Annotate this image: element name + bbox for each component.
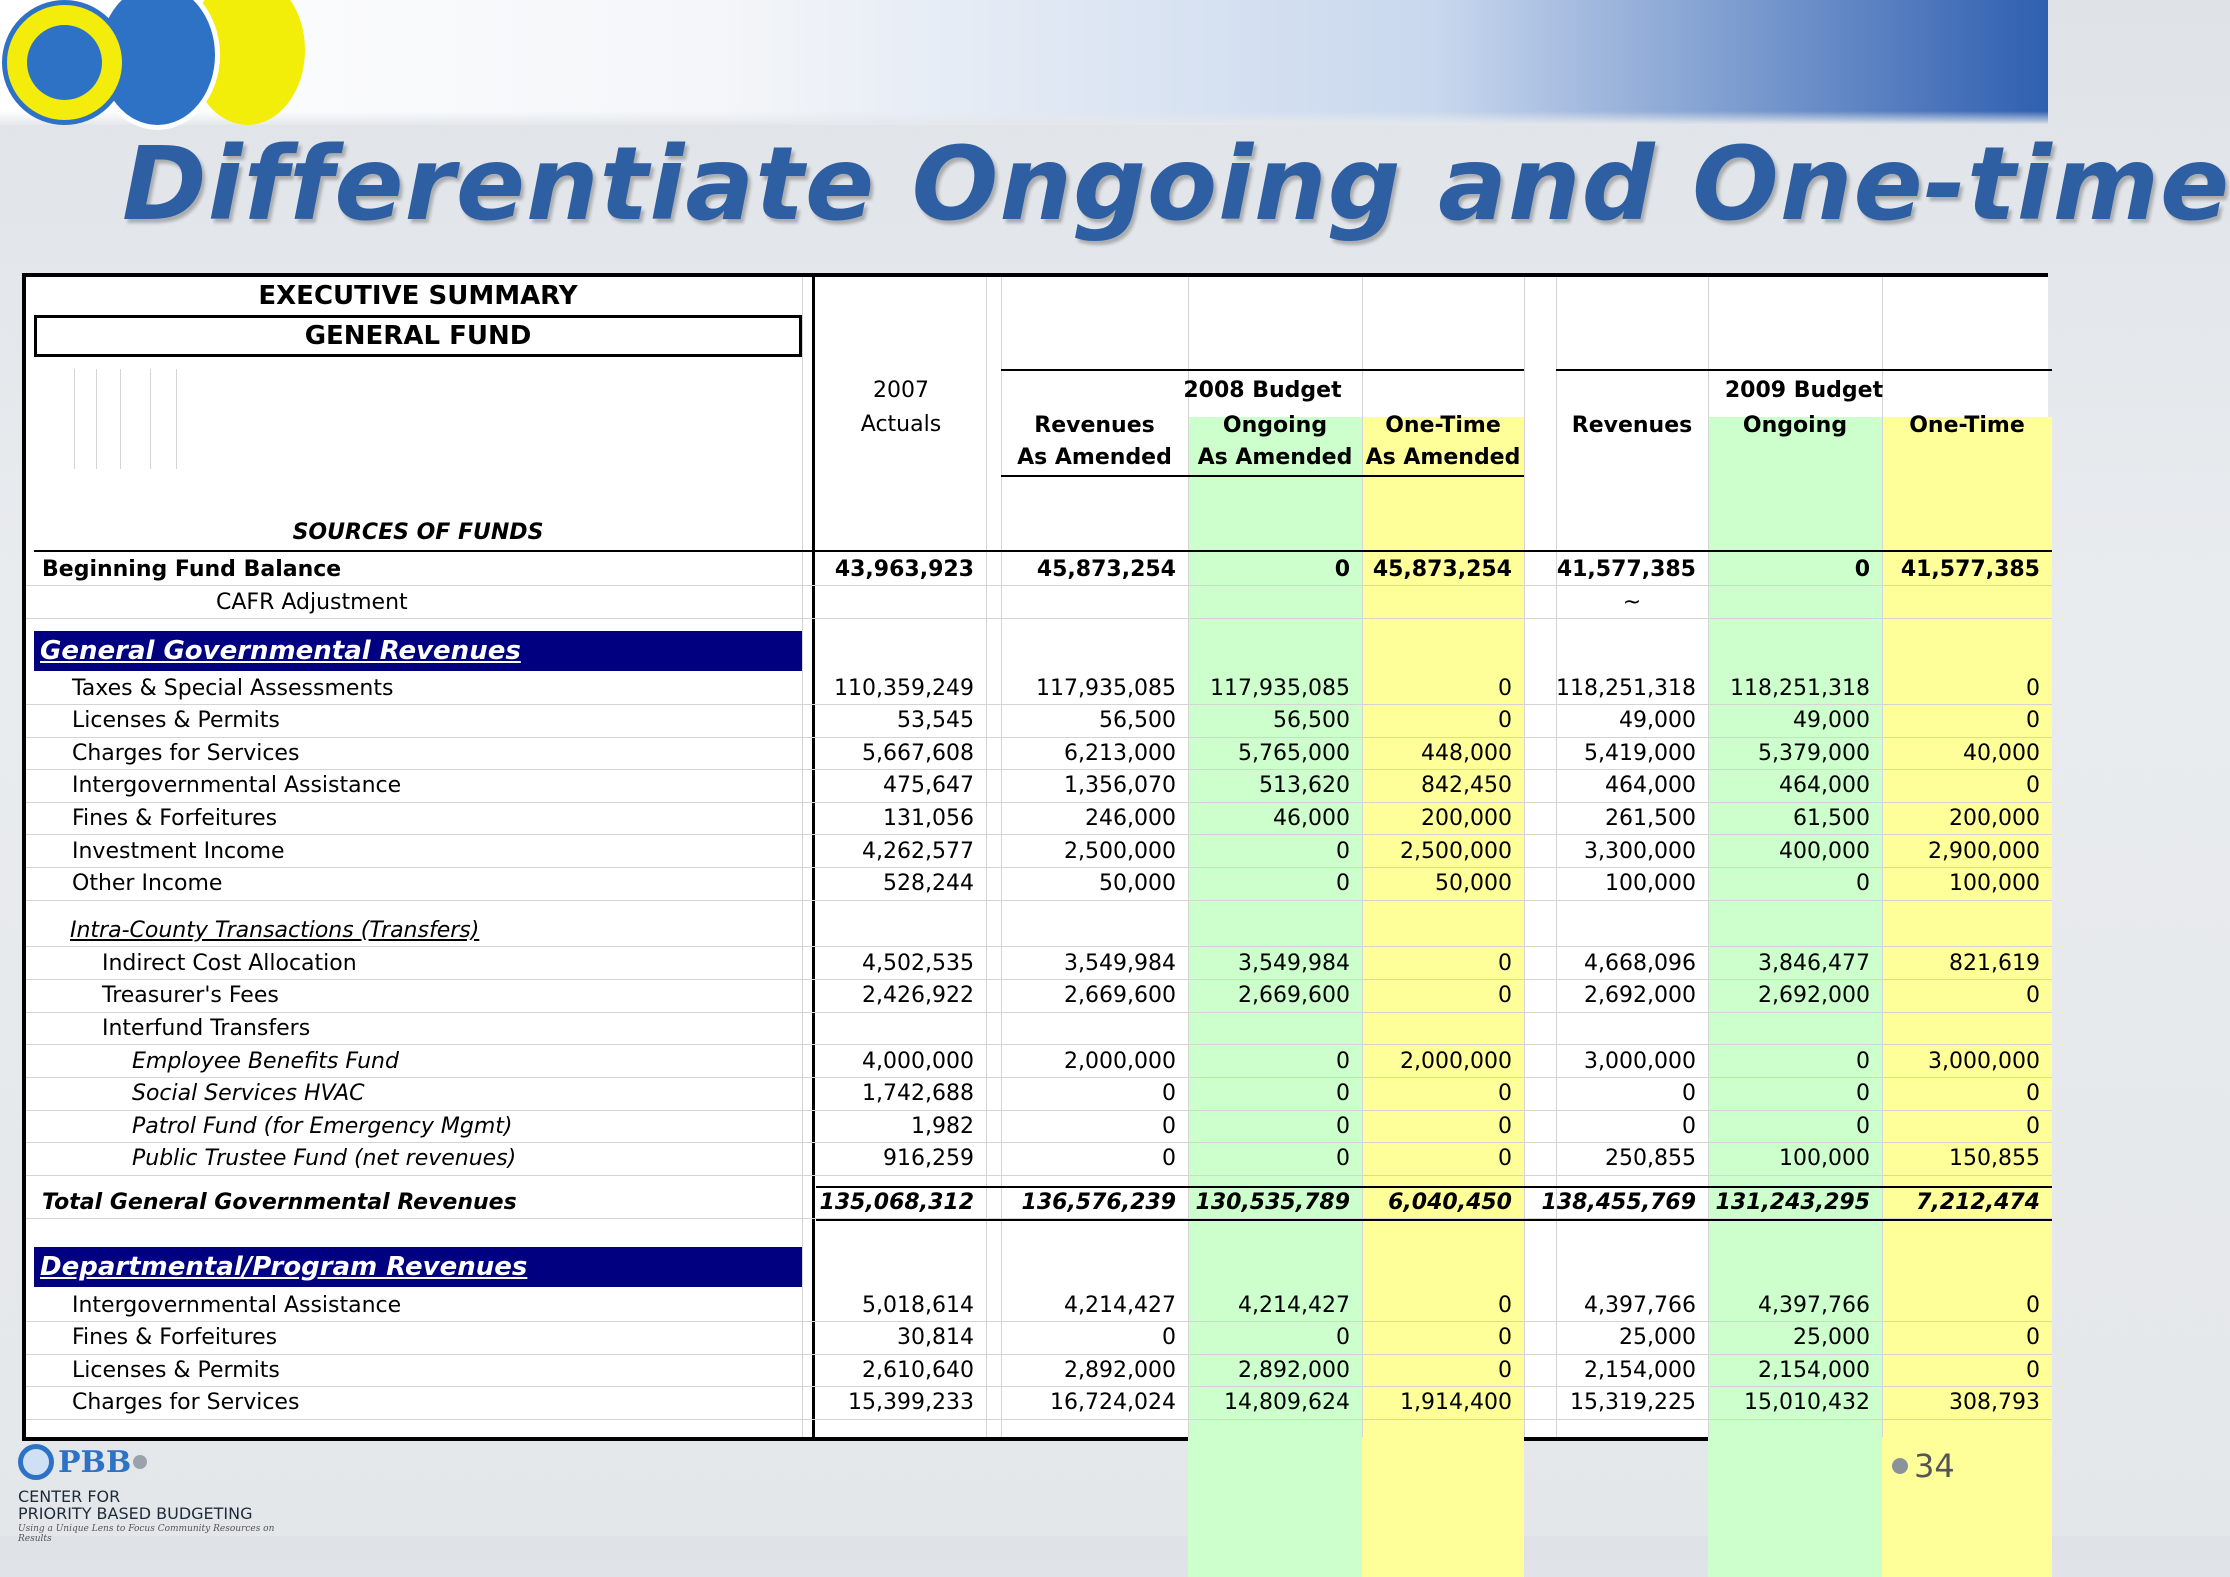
row-value: 0 xyxy=(2026,773,2040,799)
row-value: 117,935,085 xyxy=(1210,675,1350,701)
table-row xyxy=(26,1045,2052,1078)
row-value: 2,154,000 xyxy=(1758,1357,1870,1383)
pbb-name-line2: PRIORITY BASED BUDGETING xyxy=(18,1504,253,1523)
section-departmental-revenues: Departmental/Program Revenues xyxy=(34,1247,802,1287)
row-value: 3,549,984 xyxy=(1238,950,1350,976)
row-label: Licenses & Permits xyxy=(72,1357,280,1383)
row-value: 200,000 xyxy=(1949,805,2040,831)
row-value: 2,692,000 xyxy=(1758,983,1870,1009)
col-2008-revenues: Revenues xyxy=(1034,412,1155,438)
row-value: 0 xyxy=(1336,1146,1350,1172)
row-value: 0 xyxy=(1336,838,1350,864)
row-value: 117,935,085 xyxy=(1036,675,1176,701)
row-value: 3,000,000 xyxy=(1584,1048,1696,1074)
row-value: 0 xyxy=(1162,1113,1176,1139)
row-value: 1,982 xyxy=(911,1113,974,1139)
row-value: 0 xyxy=(1856,1113,1870,1139)
total-border-line xyxy=(816,1186,2052,1188)
row-label: Treasurer's Fees xyxy=(102,983,279,1009)
row-value: 3,846,477 xyxy=(1758,950,1870,976)
table-row xyxy=(26,868,2052,901)
row-value: 2,892,000 xyxy=(1238,1357,1350,1383)
row-label: CAFR Adjustment xyxy=(216,589,408,615)
row-value: 0 xyxy=(1336,1081,1350,1107)
row-value: 30,814 xyxy=(897,1325,974,1351)
magnifier-logo-icon xyxy=(2,0,127,125)
row-value: 4,397,766 xyxy=(1584,1292,1696,1318)
row-value: 464,000 xyxy=(1779,773,1870,799)
row-value: 4,262,577 xyxy=(862,838,974,864)
row-value: 1,742,688 xyxy=(862,1081,974,1107)
row-label: Social Services HVAC xyxy=(132,1081,365,1107)
row-value: 0 xyxy=(1856,1081,1870,1107)
row-value: 2,154,000 xyxy=(1584,1357,1696,1383)
row-value: 0 xyxy=(1498,675,1512,701)
row-value: 6,040,450 xyxy=(1388,1189,1512,1215)
row-value: 0 xyxy=(1856,1048,1870,1074)
row-value: 45,873,254 xyxy=(1036,556,1176,582)
row-value: 49,000 xyxy=(1619,708,1696,734)
row-value: 15,010,432 xyxy=(1744,1390,1870,1416)
table-row xyxy=(26,770,2052,803)
row-value: 25,000 xyxy=(1793,1325,1870,1351)
row-value: 14,809,624 xyxy=(1224,1390,1350,1416)
intra-county-heading-row xyxy=(26,914,2052,947)
row-value: 5,379,000 xyxy=(1758,740,1870,766)
pbb-tagline: Using a Unique Lens to Focus Community Resources on Results xyxy=(18,1524,275,1544)
col-2008-ongoing: Ongoing xyxy=(1222,412,1328,438)
row-value: 4,397,766 xyxy=(1758,1292,1870,1318)
row-value: 842,450 xyxy=(1421,773,1512,799)
row-value: 0 xyxy=(1162,1081,1176,1107)
row-value: 41,577,385 xyxy=(1556,556,1696,582)
row-value: 5,667,608 xyxy=(862,740,974,766)
row-value: 136,576,239 xyxy=(1021,1189,1176,1215)
row-value: 2,426,922 xyxy=(862,983,974,1009)
intra-county-heading: Intra-County Transactions (Transfers) xyxy=(70,917,480,943)
row-value: 138,455,769 xyxy=(1541,1189,1696,1215)
row-label: Patrol Fund (for Emergency Mgmt) xyxy=(132,1113,513,1139)
row-value: 200,000 xyxy=(1421,805,1512,831)
row-value: 3,000,000 xyxy=(1928,1048,2040,1074)
row-value: 2,500,000 xyxy=(1064,838,1176,864)
row-label: Intergovernmental Assistance xyxy=(72,773,402,799)
row-value: 1,356,070 xyxy=(1064,773,1176,799)
row-value: 110,359,249 xyxy=(834,675,974,701)
row-label: Intergovernmental Assistance xyxy=(72,1292,402,1318)
row-value: 2,000,000 xyxy=(1400,1048,1512,1074)
row-value: 448,000 xyxy=(1421,740,1512,766)
row-value: 56,500 xyxy=(1273,708,1350,734)
row-value: 246,000 xyxy=(1085,805,1176,831)
row-value: 50,000 xyxy=(1099,871,1176,897)
row-value: 5,018,614 xyxy=(862,1292,974,1318)
row-value: 15,399,233 xyxy=(848,1390,974,1416)
row-value: 308,793 xyxy=(1949,1390,2040,1416)
row-value: 0 xyxy=(1498,1292,1512,1318)
row-value: 50,000 xyxy=(1435,871,1512,897)
table-row xyxy=(26,1143,2052,1176)
row-value: 821,619 xyxy=(1949,950,2040,976)
row-value: 2,692,000 xyxy=(1584,983,1696,1009)
slide-title: Differentiate Ongoing and One-time xyxy=(122,125,2230,244)
row-value: 135,068,312 xyxy=(819,1189,974,1215)
row-value: 250,855 xyxy=(1605,1146,1696,1172)
cafr-row xyxy=(26,586,2052,619)
row-label: Licenses & Permits xyxy=(72,708,280,734)
row-value: 0 xyxy=(1854,556,1870,582)
row-label: Beginning Fund Balance xyxy=(42,556,342,582)
row-value: 0 xyxy=(2026,1081,2040,1107)
row-value: 2,900,000 xyxy=(1928,838,2040,864)
row-value: 15,319,225 xyxy=(1570,1390,1696,1416)
row-value: 0 xyxy=(2026,675,2040,701)
row-value: 130,535,789 xyxy=(1195,1189,1350,1215)
row-value: 49,000 xyxy=(1793,708,1870,734)
row-value: 61,500 xyxy=(1793,805,1870,831)
row-value: 43,963,923 xyxy=(834,556,974,582)
row-value: 5,419,000 xyxy=(1584,740,1696,766)
row-value: 1,914,400 xyxy=(1400,1390,1512,1416)
row-label: Taxes & Special Assessments xyxy=(72,675,394,701)
row-value: 0 xyxy=(1498,983,1512,1009)
budget-2008-heading: 2008 Budget xyxy=(1183,377,1342,403)
spreadsheet xyxy=(22,273,2048,1441)
row-value: 0 xyxy=(2026,1357,2040,1383)
col-2008-onetime-amended: As Amended xyxy=(1365,444,1521,470)
row-label: Employee Benefits Fund xyxy=(132,1048,399,1074)
row-value: 0 xyxy=(1498,1113,1512,1139)
row-value: 2,500,000 xyxy=(1400,838,1512,864)
table-row xyxy=(26,705,2052,738)
row-value: 4,668,096 xyxy=(1584,950,1696,976)
row-label: Other Income xyxy=(72,871,223,897)
table-row xyxy=(26,1289,2052,1322)
table-row xyxy=(26,947,2052,980)
table-row xyxy=(26,1078,2052,1111)
pbb-circle-icon xyxy=(18,1444,54,1480)
row-value: 0 xyxy=(2026,708,2040,734)
row-value: 0 xyxy=(1498,1325,1512,1351)
row-value: 2,669,600 xyxy=(1238,983,1350,1009)
row-value: 2,892,000 xyxy=(1064,1357,1176,1383)
row-value: 0 xyxy=(1682,1081,1696,1107)
row-value: 25,000 xyxy=(1619,1325,1696,1351)
pbb-logo xyxy=(18,1442,298,1544)
row-value: 0 xyxy=(1856,871,1870,897)
row-value: 7,212,474 xyxy=(1916,1189,2040,1215)
row-value: 40,000 xyxy=(1963,740,2040,766)
row-value: 0 xyxy=(1498,1357,1512,1383)
row-value: 0 xyxy=(1162,1325,1176,1351)
row-value: 53,545 xyxy=(897,708,974,734)
row-value: 0 xyxy=(1336,1325,1350,1351)
row-label: Fines & Forfeitures xyxy=(72,1325,278,1351)
col-2009-revenues: Revenues xyxy=(1571,412,1693,438)
bullet-dot-icon xyxy=(1892,1458,1908,1474)
row-value: 916,259 xyxy=(883,1146,974,1172)
row-value: 0 xyxy=(1682,1113,1696,1139)
row-value: 528,244 xyxy=(883,871,974,897)
row-value: 131,056 xyxy=(883,805,974,831)
cafr-mark: ~ xyxy=(1622,589,1642,615)
row-value: 261,500 xyxy=(1605,805,1696,831)
table-row xyxy=(26,1110,2052,1143)
row-value: 4,214,427 xyxy=(1064,1292,1176,1318)
row-value: 0 xyxy=(1162,1146,1176,1172)
table-row xyxy=(26,802,2052,835)
row-value: 0 xyxy=(2026,1325,2040,1351)
row-label: Fines & Forfeitures xyxy=(72,805,278,831)
col-2009-ongoing: Ongoing xyxy=(1742,412,1848,438)
table-row xyxy=(26,1387,2052,1420)
table-row xyxy=(26,672,2052,705)
row-value: 4,000,000 xyxy=(862,1048,974,1074)
col-2007-year: 2007 xyxy=(873,377,929,403)
row-label: Indirect Cost Allocation xyxy=(102,950,357,976)
row-value: 2,000,000 xyxy=(1064,1048,1176,1074)
row-value: 400,000 xyxy=(1779,838,1870,864)
row-value: 131,243,295 xyxy=(1715,1189,1870,1215)
row-value: 6,213,000 xyxy=(1064,740,1176,766)
row-value: 118,251,318 xyxy=(1730,675,1870,701)
table-row xyxy=(26,1322,2052,1355)
row-value: 0 xyxy=(1498,950,1512,976)
col-2008-onetime: One-Time xyxy=(1385,412,1501,438)
row-value: 4,502,535 xyxy=(862,950,974,976)
page-number-text: 34 xyxy=(1914,1447,1955,1485)
row-value: 46,000 xyxy=(1273,805,1350,831)
row-value: 513,620 xyxy=(1259,773,1350,799)
general-fund-heading: GENERAL FUND xyxy=(34,315,802,357)
dot-icon xyxy=(133,1455,147,1469)
row-value: 0 xyxy=(2026,983,2040,1009)
row-label: Investment Income xyxy=(72,838,285,864)
total-border-line xyxy=(816,1219,2052,1221)
section-general-revenues: General Governmental Revenues xyxy=(34,631,802,671)
col-2008-revenues-amended: As Amended xyxy=(1017,444,1172,470)
row-value: 3,549,984 xyxy=(1064,950,1176,976)
beginning-balance-row xyxy=(26,553,2052,586)
row-value: 475,647 xyxy=(883,773,974,799)
col-2009-onetime: One-Time xyxy=(1909,412,2025,438)
page-number xyxy=(1892,1446,2032,1486)
corner-logo xyxy=(0,0,310,135)
row-value: 0 xyxy=(1334,556,1350,582)
row-value: 2,610,640 xyxy=(862,1357,974,1383)
row-value: 0 xyxy=(1498,1081,1512,1107)
row-value: 0 xyxy=(1336,871,1350,897)
row-value: 0 xyxy=(1498,1146,1512,1172)
row-value: 41,577,385 xyxy=(1900,556,2040,582)
row-value: 0 xyxy=(2026,1292,2040,1318)
table-row xyxy=(26,1354,2052,1387)
col-2008-ongoing-amended: As Amended xyxy=(1197,444,1353,470)
row-value: 5,765,000 xyxy=(1238,740,1350,766)
row-value: 4,214,427 xyxy=(1238,1292,1350,1318)
row-label: Total General Governmental Revenues xyxy=(42,1189,517,1215)
row-value: 2,669,600 xyxy=(1064,983,1176,1009)
interfund-heading-row xyxy=(26,1012,2052,1045)
row-value: 0 xyxy=(1336,1113,1350,1139)
col-2007-actuals: Actuals xyxy=(860,411,942,437)
table-row xyxy=(26,980,2052,1013)
row-value: 56,500 xyxy=(1099,708,1176,734)
exec-summary-heading: EXECUTIVE SUMMARY xyxy=(258,281,578,311)
pbb-name-line1: CENTER FOR xyxy=(18,1487,121,1506)
row-value: 100,000 xyxy=(1605,871,1696,897)
row-value: 16,724,024 xyxy=(1050,1390,1176,1416)
row-value: 3,300,000 xyxy=(1584,838,1696,864)
row-value: 464,000 xyxy=(1605,773,1696,799)
interfund-heading: Interfund Transfers xyxy=(102,1015,311,1041)
row-value: 0 xyxy=(1498,708,1512,734)
pbb-short-name: PBB xyxy=(58,1444,132,1480)
row-label: Public Trustee Fund (net revenues) xyxy=(132,1146,517,1172)
sources-of-funds-heading: SOURCES OF FUNDS xyxy=(292,519,544,545)
row-label: Charges for Services xyxy=(72,740,300,766)
row-label: Charges for Services xyxy=(72,1390,300,1416)
total-general-row xyxy=(26,1186,2052,1219)
row-value: 100,000 xyxy=(1949,871,2040,897)
row-value: 0 xyxy=(2026,1113,2040,1139)
row-value: 118,251,318 xyxy=(1556,675,1696,701)
row-value: 45,873,254 xyxy=(1372,556,1512,582)
row-value: 150,855 xyxy=(1949,1146,2040,1172)
budget-2009-heading: 2009 Budget xyxy=(1724,377,1884,403)
row-value: 100,000 xyxy=(1779,1146,1870,1172)
row-value: 0 xyxy=(1336,1048,1350,1074)
table-row xyxy=(26,737,2052,770)
table-row xyxy=(26,835,2052,868)
